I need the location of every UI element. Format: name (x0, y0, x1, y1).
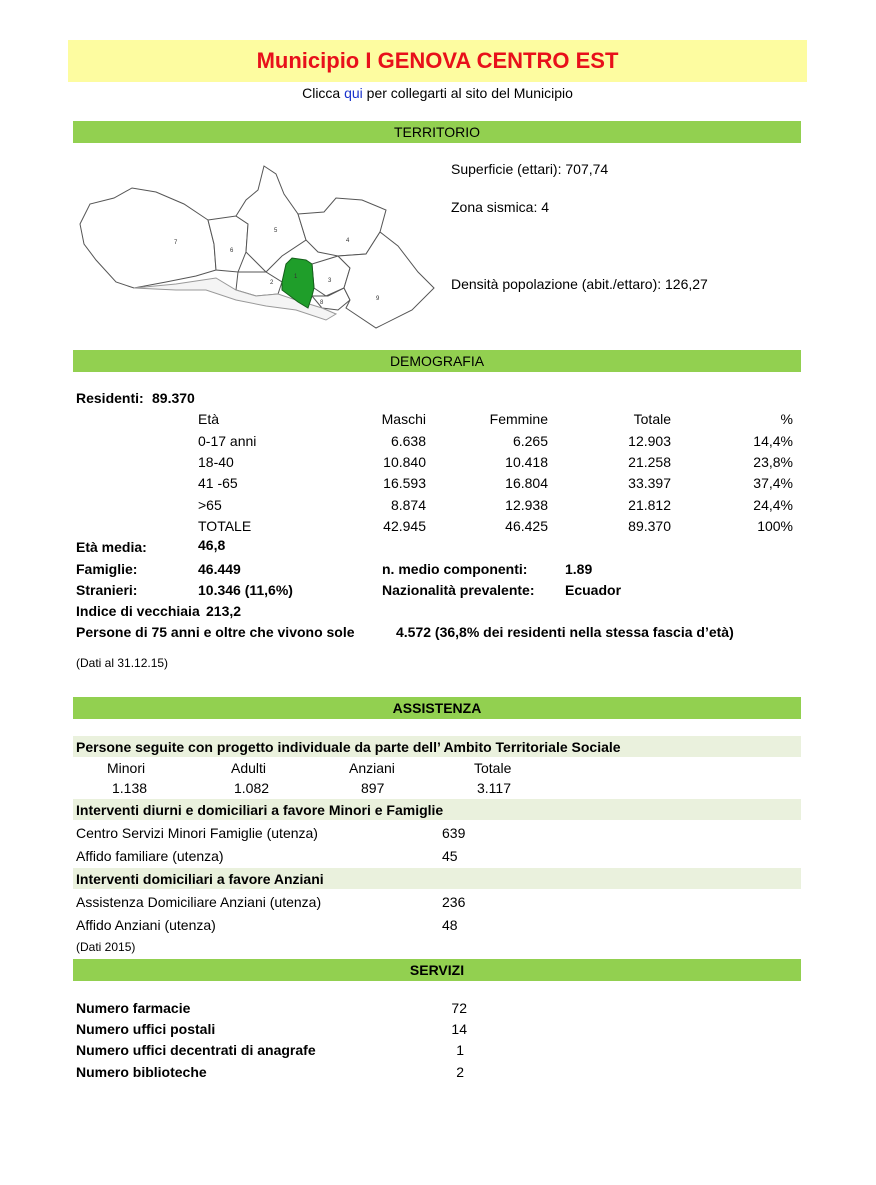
map-label: 4 (346, 238, 350, 244)
demografia-cell: 6.638 (390, 433, 426, 449)
servizi-row-value: 14 (451, 1021, 467, 1037)
componenti-label: n. medio componenti: (382, 561, 528, 577)
anziani-row-value: 48 (442, 917, 458, 933)
demografia-heading (73, 350, 801, 372)
municipi-map (76, 160, 438, 332)
demografia-cell: 33.397 (628, 475, 671, 491)
demografia-cell: 16.804 (505, 475, 548, 491)
demografia-cell: 37,4% (753, 475, 793, 491)
demografia-cell: 14,4% (753, 433, 793, 449)
eta-media-value: 46,8 (198, 537, 226, 553)
demografia-note: (Dati al 31.12.15) (76, 656, 169, 670)
demografia-cell: 21.812 (628, 497, 671, 513)
ats-val-totale: 3.117 (477, 780, 511, 796)
anziani-row-label: Affido Anziani (utenza) (76, 917, 216, 933)
demografia-heading-label: DEMOGRAFIA (389, 353, 485, 369)
servizi-row-label: Numero farmacie (76, 1000, 191, 1016)
anziani-title: Interventi domiciliari a favore Anziani (76, 871, 324, 887)
subtitle (68, 85, 807, 101)
stranieri-label: Stranieri: (76, 582, 138, 598)
assistenza-heading-label: ASSISTENZA (392, 700, 482, 716)
demografia-cell: 23,8% (753, 454, 793, 470)
demografia-column-header: Maschi (381, 411, 426, 427)
vecchiaia-value: 213,2 (206, 603, 242, 619)
map-area-5 (236, 166, 306, 272)
demografia-cell: 89.370 (628, 518, 671, 534)
zona-sismica: Zona sismica: 4 (451, 199, 550, 215)
servizi-row-label: Numero uffici decentrati di anagrafe (76, 1042, 316, 1058)
map-area-7 (80, 188, 216, 288)
demografia-cell: 21.258 (628, 454, 671, 470)
demografia-column-header: Femmine (489, 411, 548, 427)
soli-label: Persone di 75 anni e oltre che vivono sole (76, 624, 355, 640)
ats-col-minori: Minori (107, 760, 146, 776)
vecchiaia-label: Indice di vecchiaia (76, 603, 200, 619)
demografia-cell: 41 -65 (198, 475, 238, 491)
territorio-heading (73, 121, 801, 143)
anziani-row-value: 236 (442, 894, 466, 910)
demografia-cell: 16.593 (383, 475, 426, 491)
demografia-column-header: Età (198, 411, 220, 427)
territorio-heading-label: TERRITORIO (393, 124, 481, 140)
superficie: Superficie (ettari): 707,74 (451, 161, 609, 177)
componenti-value: 1.89 (565, 561, 593, 577)
demografia-cell: TOTALE (198, 518, 252, 534)
demografia-cell: 24,4% (753, 497, 793, 513)
famiglie-value: 46.449 (198, 561, 241, 577)
demografia-cell: 0-17 anni (198, 433, 257, 449)
subtitle-after: per collegarti al sito del Municipio (362, 85, 573, 101)
map-label: 3 (328, 278, 332, 284)
ats-val-adulti: 1.082 (234, 780, 270, 796)
servizi-row-value: 2 (456, 1064, 464, 1080)
demografia-cell: 6.265 (512, 433, 548, 449)
map-label: 1 (294, 274, 298, 280)
demografia-cell: 12.903 (628, 433, 671, 449)
title-banner (68, 40, 807, 82)
ats-val-anziani: 897 (361, 780, 385, 796)
municipio-site-link[interactable]: qui (344, 85, 363, 101)
minori-row-label: Affido familiare (utenza) (76, 848, 224, 864)
demografia-column-header: Totale (633, 411, 671, 427)
minori-row-label: Centro Servizi Minori Famiglie (utenza) (76, 825, 318, 841)
ats-col-totale: Totale (474, 760, 512, 776)
page-title: Municipio I GENOVA CENTRO EST (256, 48, 619, 73)
nazionalita-label: Nazionalità prevalente: (382, 582, 535, 598)
demografia-cell: 100% (757, 518, 793, 534)
densita: Densità popolazione (abit./ettaro): 126,27 (451, 276, 708, 292)
stranieri-value: 10.346 (11,6%) (198, 582, 293, 598)
soli-value: 4.572 (36,8% dei residenti nella stessa fascia d’età) (396, 624, 734, 640)
demografia-cell: >65 (198, 497, 222, 513)
nazionalita-value: Ecuador (565, 582, 622, 598)
minori-row-value: 639 (442, 825, 466, 841)
demografia-cell: 10.418 (505, 454, 548, 470)
demografia-cell: 12.938 (505, 497, 548, 513)
map-label: 8 (320, 300, 324, 306)
ats-title: Persone seguite con progetto individuale da parte dell’ Ambito Territoriale Sociale (76, 739, 621, 755)
minori-title: Interventi diurni e domiciliari a favore Minori e Famiglie (76, 802, 444, 818)
eta-media-label: Età media: (76, 539, 147, 555)
assistenza-note: (Dati 2015) (76, 940, 136, 954)
map-label: 5 (274, 228, 278, 234)
ats-col-adulti: Adulti (231, 760, 267, 776)
servizi-heading (73, 959, 801, 981)
servizi-row-label: Numero biblioteche (76, 1064, 207, 1080)
ats-val-minori: 1.138 (112, 780, 148, 796)
map-label: 2 (270, 280, 274, 286)
demografia-cell: 8.874 (390, 497, 426, 513)
demografia-column-header: % (780, 411, 793, 427)
subtitle-before: Clicca (302, 85, 345, 101)
servizi-row-value: 72 (451, 1000, 467, 1016)
anziani-row-label: Assistenza Domiciliare Anziani (utenza) (76, 894, 322, 910)
ats-col-anziani: Anziani (349, 760, 395, 776)
servizi-row-label: Numero uffici postali (76, 1021, 216, 1037)
demografia-cell: 10.840 (383, 454, 426, 470)
minori-row-value: 45 (442, 848, 458, 864)
famiglie-label: Famiglie: (76, 561, 138, 577)
residenti-label: Residenti: (76, 390, 144, 406)
residenti-value: 89.370 (152, 390, 195, 406)
map-label: 6 (230, 248, 234, 254)
map-label: 7 (174, 240, 178, 246)
servizi-heading-label: SERVIZI (409, 962, 465, 978)
demografia-cell: 18-40 (198, 454, 234, 470)
map-label: 9 (376, 296, 380, 302)
assistenza-heading (73, 697, 801, 719)
demografia-cell: 46.425 (505, 518, 548, 534)
servizi-row-value: 1 (456, 1042, 464, 1058)
demografia-cell: 42.945 (383, 518, 426, 534)
